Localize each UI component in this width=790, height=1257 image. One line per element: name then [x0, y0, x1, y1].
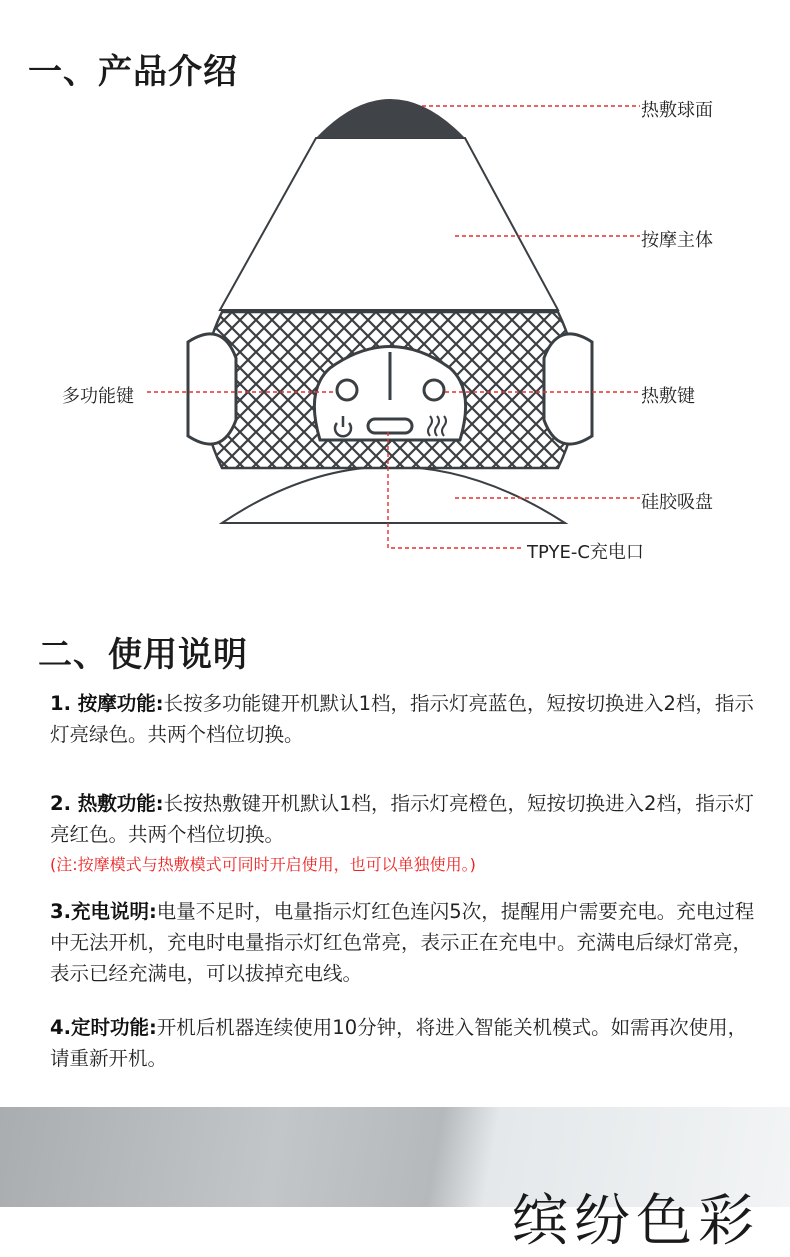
right-side-pad — [544, 334, 592, 444]
suction-cup-shape — [222, 467, 565, 524]
left-side-pad — [188, 334, 236, 444]
section2-title: 二、使用说明 — [38, 635, 248, 675]
main-body-shape — [220, 138, 558, 310]
heat-ball-shape — [316, 99, 465, 138]
banner-text: 缤纷色彩 — [512, 1189, 760, 1254]
instruction-2: 2. 热敷功能:长按热敷键开机默认1档，指示灯亮橙色，短按切换进入2档，指示灯亮红色。共两个档位切换。 — [50, 792, 754, 846]
label-multi-key: 多功能键 — [62, 386, 134, 407]
section1-title: 一、产品介绍 — [28, 52, 238, 92]
label-main-body: 按摩主体 — [641, 230, 713, 251]
instruction-3: 3.充电说明:电量不足时，电量指示灯红色连闪5次，提醒用户需要充电。充电过程中无法开机，充电时电量指示灯红色常亮，表示正在充电中。充满电后绿灯常亮，表示已经充满电，可以拔掉充电线。 — [50, 900, 755, 985]
usb-c-port — [368, 419, 412, 433]
instruction-4: 4.定时功能:开机后机器连续使用10分钟，将进入智能关机模式。如需再次使用，请重新开机。 — [50, 1016, 748, 1070]
banner-photo — [0, 1107, 790, 1254]
instruction-1: 1. 按摩功能:长按多功能键开机默认1档，指示灯亮蓝色，短按切换进入2档，指示灯亮绿色。共两个档位切换。 — [50, 692, 754, 746]
label-heat-key: 热敷键 — [641, 386, 695, 407]
note-text: (注:按摩模式与热敷模式可同时开启使用，也可以单独使用。) — [50, 855, 476, 874]
label-suction-cup: 硅胶吸盘 — [641, 492, 713, 513]
label-heat-ball: 热敷球面 — [641, 100, 713, 121]
label-charge-port: TPYE-C充电口 — [527, 542, 644, 563]
